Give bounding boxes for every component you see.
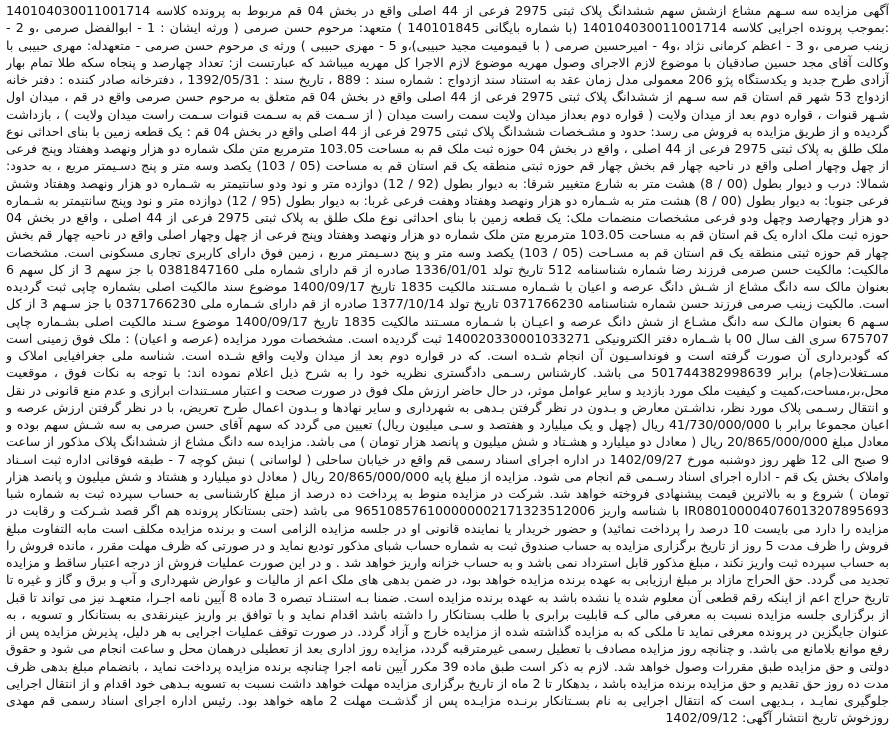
auction-notice-text: آگهی مزایده سه سـهم مشاع ازشش سهم ششدانگ پلاک ثبتی 2975 فرعی از 44 اصلی واقع در بخش 04 قم مربوط به پرونده کلاسه 140104030011001714 :بموجب پرونده اجرایی کلاسه 140104030011001714 (با شماره بایگانی 140101845 ) متعهد: مرحوم حسن صرمی ( ورثه ایشان : 1 - ابوالفضل صرمی ،و 2 - زینب صرمی ،و 3 - اعظم کرمانی نژاد ،و4 - امیرحسین صرمی ( با قیمومیت مجید حبیبی)،و 5 - مهری حبیبی ) ورثه ی مرحوم حسن صرمی - متعهدله: مهری حبیبی با وکالت آقای مجد حسین صادقیان با موضوع لازم الاجرای وصول مهریه موضوع لازم الاجرا کل مهریه میباشد که عبارتست از: تعداد چهارصد و پنجاه سکه طلا تمام بهار آزادی طرح جدید و یکدستگاه پژو 206 معمولی مدل زمان عقد به استناد سند ازدواج : شماره سند : 889 ، تاریخ سند : 1392/05/31 ، دفترخانه صادر کننده : دفتر خانه ازدواج 53 شهر قم استان قم سه سـهم از ششدانگ پلاک ثبتی 2975 فرعی از 44 اصلی واقع در بخش 04 قم متعلق به مرحوم حسن صرمی واقع در قم ، میدان اول شـهر قنوات ، قواره دوم بعد از میدان ولایت ( قواره دوم بعداز میدان ولایت سمت راست میدان ( از سـمت قم به سـمت قنوات سـمت راست میدان ولایت ) ، بازداشت گردیده و از طریق مزایده به فروش می رسد: حدود و مشـخصات ششدانگ پلاک ثبتی 2975 فرعی از 44 اصلی واقع در بخش 04 قم : یک قطعه زمین با بنای احداثی نوع ملک طلق به پلاک ثبتی 2975 فرعی از 44 اصلی ، واقع در بخش 04 حوزه ثبت ملک قم به مساحت 103.05 مترمربع متن ملک شماره دو هزار ونهصد وهفتاد وپنج فرعی از چهل وچهار اصلی واقع در ناحیه چهار قم بخش چهار قم حوزه ثبتی منطقه یک قم استان قم به مساحت (05 / 103) یکصد وسه متر و پنج دسـیمتر مربع ، به حدود: شمالا: درب و دیوار بطول (00 / 8) هشت متر به شارع متغییر شرقا: به دیوار بطول (92 / 12) دوازده متر و نود ودو سانتیمتر به شـماره دو هزار ونهصد وهفتاد وشش فرعی جنوبا: به دیوار بطول (00 / 8) هشت متر به شـماره دو هزار ونهصد وهفتاد وهفت فرعی غربا: به دیوار بطول (95 / 12) دوازده متر و نود وپنج سانتیمتر به شـماره دو هزار وچهارصد وچهل ودو فرعی مشخصات منضمات ملک: یک قطعه زمین با بنای احداثی نوع ملک طلق به پلاک ثبتی 2975 فرعی از 44 اصلی ، واقع در بخش 04 حوزه ثبت ملک اداره یک قم استان قم به مساحت 103.05 مترمربع متن ملک شماره دو هزار ونهصد وهفتاد وپنج فرعی از چهل وچهار اصلی واقع در ناحیه چهار قم بخش چهار قم حوزه ثبتی منطقه یک قم استان قم به مسـاحت (05 / 103) یکصد وسه متر و پنج دسـیمتر مربع ، زمین فوق دارای کاربری تجاری مسکونی است. مشخصات مالکیت: مالکیت حسن صرمی فرزند رضا شماره شناسنامه 512 تاریخ تولد 1336/01/01 صادره از قم دارای شماره ملی 0381847160 با جز سهم 3 از کل سهم 6 بعنوان مالک سه دانگ مشاع از شـش دانگ عرصه و اعیان با شـماره مسـتند مالکیت 1835 تاریخ 1400/09/17 موضوع سند مالکیت اصلی بشماره چاپی ثبت گردیده است. مالکیت زینب صرمی فرزند حسن شماره شناسنامه 0371766230 تاریخ تولد 1377/10/14 صادره از قم دارای شـماره ملی 0371766230 با جز سـهم 3 از کل سـهم 6 بعنوان مالـک سه دانگ مشـاع از شش دانگ عرصه و اعیـان با شـماره مسـتند مالکیت 1835 تاریخ 1400/09/17 موضوع سـند مالکیت اصلی بشـماره چاپی 675707 سری الف سال 00 با شـماره دفتر الکترونیکی 140020330001033271 ثبت گردیده است. مشخصات مورد مزایده (عرصه و اعیان) : ملک فوق زمینی است که گودبرداری آن صورت گرفته است و فونداسـیون آن انجام شـده است. که در قواره دوم بعد از میدان ولایت واقع شـده است. شناسه ملی جغرافیایی املاک و مسـتغلات(جام) برابر 501744382998639 می باشد. کارشناس رسـمی دادگستری نظریه خود را به شرح ذیل اعلام نموده اند: با توجه به نکات فوق ، موقعیت محل،بر،مساحت،کمیت و کیفیت ملک مورد بازدید و سایر عوامل موثر، در حال حاضر ارزش ملک فوق در صورت صحت و اعتبار مسـتندات ابرازی و عدم منع قانونی در نقل و انتقال رسـمی پلاک مورد نظر، نداشـتن معارض و بـدون در نظر گرفتن بـدهی به شهرداری و سایر نهادها و بـدون اعمال طرح تعریض، با در نظر گرفتن ارزش عرصه و اعیان مجموعا برابر با 41/730/000/000 ریال (چهل و یک میلیارد و هفتصد و سـی میلیون ریال) تعیین می گردد که سهم آقای حسن صرمی به سه شـش سهم بوده و معادل مبلغ 20/865/000/000 ریال ( معادل دو میلیارد و هشـتاد و شش میلیون و پانصد هزار تومان ) می باشد. مزایده سه دانگ مشاع از ششدانگ پلاک مذکور از ساعت 9 صبح الی 12 ظهر روز دوشنبه مورخ 1402/09/27 در اداره اجرای اسناد رسمی قم واقع در خیابان ساحلی ( لواسانی ) نبش کوچه 7 - طبقه فوقانی اداره ثبت اسـناد واملاک بخش یک قم - اداره اجرای اسناد رسـمی قم انجام می شود. مزایده از مبلغ پایه 20/865/000/000 ریال ( معادل دو میلیارد و هشتاد و شش میلیون و پانصد هزار تومان ) شروع و به بالاترین قیمت پیشنهادی فروخته خواهد شد. شرکت در مزایده منوط به پرداخت ده درصد از مبلغ کارشناسی به حساب سپرده ثبت به شماره شبا IR080100004076013207895693 با شناسه واریز 965108576100000002171323512006 می باشد (حتی بستانکار پرونده هم اگر قصد شـرکت و رقابت در مزایده را دارد می بایست 10 درصد را پرداخت نمائید) و حضور خریدار یا نماینده قانونی او در جلسه مزایده الزامی است و برنده مزایده مکلف است مابه التفاوت مبلغ فروش را ظرف مدت 5 روز از تاریخ برگزاری مزایده به حساب صندوق ثبت به شماره حساب شبای مذکور تودیع نماید و در صورتی که ظرف مهلت مقرر ، مانده فروش را به حساب سپرده ثبت واریز نکند ، مبلغ مذکور قابل استرداد نمی باشد و به حساب خزانه واریز خواهد شد . و در این صورت عملیات فروش از درجه اعتبار ساقط و مزایده تجدید می گردد. حق الحراج مازاد بر مبلغ ارزیابی به عهده برنده مزایده خواهد بود، در ضمن بدهی های ملک اعم از مالیات و عوارض شهرداری و آب و برق و گاز و غیره تا تاریخ حراج اعم از اینکه رقم قطعی آن معلوم شده یا نشده باشد به عهده برنده مزایده است. ضمنا بـه استنـاد تبصره 3 ماده 8 آیین نامه اجـرا، متعهـد نیز می تواند تا قبل از برگزاری جلسه مزایده نسبت به معرفی مالی کـه قابلیت برابری با طلب بستانکار را داشته باشد اقدام نماید و با توافق بر واریز عینرنقدی به بستانکار و تسویه ، به عنوان جایگزین در پرونده معرفی نماید تا ملکی که به مزایده گذاشته شده از مزایده خارج و آزاد گردد. در صورت توقف عملیات اجرایی به هر دلیل، پذیرش مزایده پس از رفع موانع بلامانع می باشد. و چنانچه روز مزایده مصادف با تعطیل رسمی غیرمترقبه گردد، مزایده روز اداری بعد از تعطیلی درهمان محل و ساعت انجام می شود و حقوق دولتی و حق مزایده طبق مقررات وصول خواهد شد. لازم به ذکر است طبق ماده 39 مکرر آیین نامه اجرا چنانچه برنده مزایده پرداخت نماید ، بانضمام مبلغ بدهی ظرف مدت ده روز حق تقدیم و حق مزایده برنده مزایده باشد ، بدهکار تا 2 ماه از تاریخ برگزاری مزایده مهلت خواهد داشت نسبت به تسویه بـدهی خود اقدام و از انتقال اجرایی جلوگیری نمایـد ، بـدیهی است که انتقال اجرایی به نام بسـتانکار برنـده مزایـده پس از گذشـت مهلت 2 ماهه خواهد بود. رئیس اداره اجرای اسناد رسمی قم مهدی روزخوش تاریخ انتشار آگهی: 1402/09/12 <box>6 3 889 726</box>
notice-document <box>6 2 889 747</box>
